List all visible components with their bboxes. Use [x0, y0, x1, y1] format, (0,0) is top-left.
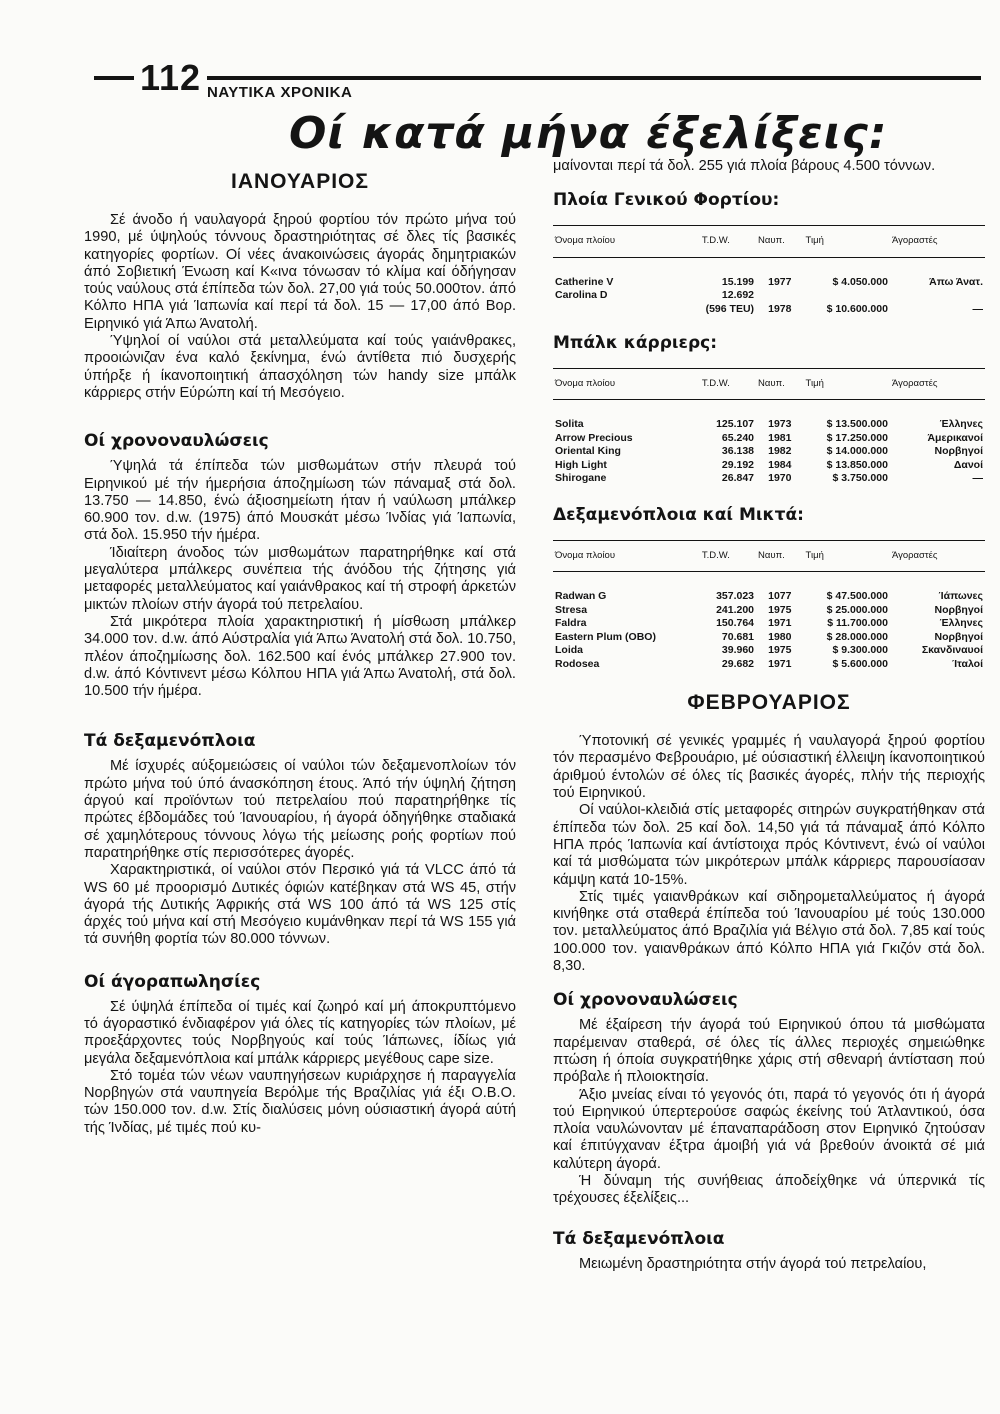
tankers-table	[553, 540, 985, 671]
col-year: Ναυπ.	[756, 540, 804, 571]
right-column	[553, 158, 985, 1273]
col-year: Ναυπ.	[756, 226, 804, 257]
table-row: Arrow Precious 65.240 1981 $ 17.250.000 Άμερικανοί	[555, 431, 983, 444]
section-heading-charters-feb: Οί χρονοναυλώσεις	[553, 990, 738, 1011]
paragraph: Ή δύναμη τής συνήθειας άποδείχθηκε νά ύπερνικά τίς τρέχουσες έξελίξεις...	[553, 1173, 985, 1207]
paragraph: Μειωμένη δραστηριότητα στήν άγορά τού πετρελαίου,	[579, 1255, 927, 1272]
paragraph: Στίς τιμές γαιανθράκων καί σιδηρομεταλλεύματος ή άγορά κινήθηκε στά σταθερά έπίπεδα τού Ίανουαρίου μέ τούς 130.000 τον. μεταλλεύματος άπό Βραζιλία γιά Βέλγιο στά δολ. 7,85 καί τούς 100.000 τον. γαιανθράκων άπό Κόλπο ΗΠΑ γιά Γκιζόν στά δολ. 8,30.	[553, 888, 985, 975]
col-name: Όνομα πλοίου	[553, 540, 700, 571]
paragraph-continued: μαίνονται περί τά δολ. 255 γιά πλοία βάρους 4.500 τόννων.	[553, 158, 936, 174]
header-rule-right	[207, 76, 981, 80]
general-cargo-table	[553, 225, 985, 316]
section-heading-tankers-feb: Τά δεξαμενόπλοια	[553, 1228, 725, 1249]
col-buyers: Άγοραστές	[890, 369, 985, 400]
table-row: Shirogane 26.847 1970 $ 3.750.000 —	[555, 472, 983, 485]
paragraph: Μέ ίσχυρές αύξομειώσεις οί ναύλοι τών δεξαμενοπλοίων τόν πρώτο μήνα τού ύπό άνασκόπηση έτους. Άπό τήν ύψηλή ζήτηση άργού καί προϊόντων τού πετρελαίου πού παρατηρήθηκε τίς πρώτες έβδομάδες τού Ίανουαρίου, ή άγορά όδηγήθηκε σταδιακά σέ χαμηλότερους τόννους λόγω τής μείωσης ροής φορτίων πού παρατηρήθηκε στίς περισσότερες άγορές.	[84, 758, 516, 861]
col-year: Ναυπ.	[756, 369, 804, 400]
paragraph: Ύψηλά τά έπίπεδα τών μισθωμάτων στήν πλευρά τού Ειρηνικού μέ τήν ήμερήσια άποζημίωση τών πάναμαξ στά δολ. 13.750 — 14.850, ένώ άξιοσημείωτη ήταν ή ναύλωση μπάλκερ 60.900 τον. d.w. (1975) άπό Μουσκάτ μέσω Ίνδίας γιά Ίαπωνία, στά δολ. 15.950 τήν ήμέρα.	[84, 458, 516, 544]
bulk-carriers-table	[553, 368, 985, 486]
table-row: Faldra 150.764 1971 $ 11.700.000 Έλληνες	[555, 617, 983, 630]
section-heading-bulk: Μπάλκ κάρριερς:	[553, 333, 718, 354]
col-tdw: T.D.W.	[700, 540, 756, 571]
left-column	[84, 170, 516, 1137]
col-name: Όνομα πλοίου	[553, 369, 700, 400]
header-rule-left	[94, 76, 134, 80]
page-number: 112	[140, 57, 202, 98]
month-heading-january: ΙΑΝΟΥΑΡΙΟΣ	[231, 170, 369, 193]
paragraph: Στό τομέα τών νέων ναυπηγήσεων κυριάρχησε ή παραγγελία Νορβηγών στά ναυπηγεία Βερόλμε τής Βραζιλίας γιά έξι Ο.Β.Ο. τών 150.000 τον. d.w. Στίς διαλύσεις μόνη ούσιαστική άγορά αύτή τής Ίνδίας, μέ τιμές πού κυ-	[84, 1067, 516, 1136]
col-buyers: Άγοραστές	[890, 540, 985, 571]
section-heading-general-cargo: Πλοία Γενικού Φορτίου:	[553, 190, 780, 211]
paragraph: Ίδιαίτερη άνοδος τών μισθωμάτων παρατηρήθηκε καί στά μεγαλύτερα μπάλκερς συνέπεια τής άνόδου τής ζήτησης γιά μεταφορές μεταλλεύματος καί γαιάνθρακος καί τή στροφή άρκετών μικτών πλοίων στήν άγορά τού πετρελαίου.	[84, 544, 516, 613]
table-row: Rodosea 29.682 1971 $ 5.600.000 Ίταλοί	[555, 657, 983, 670]
table-row: Stresa 241.200 1975 $ 25.000.000 Νορβηγοί	[555, 603, 983, 616]
col-price: Τιμή	[804, 540, 890, 571]
paragraph: Στά μικρότερα πλοία χαρακτηριστική ή μίσθωση μπάλκερ 34.000 τον. d.w. άπό Αύστραλία γιά Άπω Άνατολή στά δολ. 10.750, πλέον άποζημίωσης δολ. 162.500 καί ένός μπάλκερ 27.900 τον. d.w. άπό Κόντινεντ μέσω Κόλπου ΗΠΑ γιά Άπω Άνατολή, στά δολ. 10.500 τήν ήμέρα.	[84, 613, 516, 700]
col-name: Όνομα πλοίου	[553, 226, 700, 257]
table-row: Eastern Plum (OBO) 70.681 1980 $ 28.000.000 Νορβηγοί	[555, 630, 983, 643]
month-heading-february: ΦΕΒΡΟΥΑΡΙΟΣ	[687, 691, 851, 715]
table-row: (596 TEU) 1978 $ 10.600.000 —	[705, 302, 983, 315]
section-heading-tankers-mixed: Δεξαμενόπλοια καί Μικτά:	[553, 504, 804, 525]
table-row: Loida 39.960 1975 $ 9.300.000 Σκανδιναυοί	[555, 644, 983, 657]
col-price: Τιμή	[804, 226, 890, 257]
magazine-name: ΝΑΥΤΙΚΑ ΧΡΟΝΙΚΑ	[207, 84, 353, 101]
col-tdw: T.D.W.	[700, 369, 756, 400]
table-row: Radwan G 357.023 1077 $ 47.500.000 Ίάπωνες	[555, 590, 983, 603]
paragraph: Σέ ύψηλά έπίπεδα οί τιμές καί ζωηρό καί μή άποκρυπτόμενο τό άγοραστικό ένδιαφέρον γιά όλες τίς κατηγορίες τών πλοίων, μέ προεξάρχοντες τούς Νορβηγούς καί τούς Ίάπωνες, ίδίως γιά μεγάλα δεξαμενόπλοια καί μπάλκ κάρριερς μεγέθους cape size.	[84, 998, 516, 1067]
table-row: Oriental King 36.138 1982 $ 14.000.000 Νορβηγοί	[555, 445, 983, 458]
section-heading-charters: Οί χρονοναυλώσεις	[84, 431, 269, 452]
col-tdw: T.D.W.	[700, 226, 756, 257]
table-row: Catherine V 15.199 1977 $ 4.050.000 Άπω Άνατ.	[555, 275, 983, 288]
paragraph: Μέ έξαίρεση τήν άγορά τού Ειρηνικού όπου τά μισθώματα παρέμειναν σταθερά, σέ όλες τίς άλλες περιοχές σημειώθηκε πτώση ή όποία συγκρατήθηκε χάρις στή σθεναρή άντίσταση πού πρόβαλε ή πλοιοκτησία.	[553, 1017, 985, 1086]
col-buyers: Άγοραστές	[890, 226, 985, 257]
paragraph: Άξιο μνείας είναι τό γεγονός ότι, παρά τό γεγονός ότι ή άγορά τού Ειρηνικού ύπερτερούσε σαφώς έκείνης τού Άτλαντικού, όσα πλοία ναυλώνονταν μέ έπαναπαράδοση στον Ειρηνικό ζητούσαν καί έπιτύγχαναν έξτρα άμοιβή γιά νά βρεθούν άνοικτά σέ μιά καλύτερη άγορά.	[553, 1086, 985, 1172]
paragraph: Ύποτονική σέ γενικές γραμμές ή ναυλαγορά ξηρού φορτίου τόν περασμένο Φεβρουάριο, μέ ούσιαστική έλλειψη ίκανοποιητικού άριθμού έντολών σέ όλες τίς βασικές άγορές, πλήν τής περιοχής τού Ειρηνικού.	[553, 733, 985, 802]
section-heading-sales: Οί άγοραπωλησίες	[84, 971, 261, 992]
col-price: Τιμή	[804, 369, 890, 400]
paragraph: Ύψηλοί οί ναύλοι στά μεταλλεύματα καί τούς γαιάνθρακες, προοιώνιζαν ένα καλό ξεκίνημα, ένώ άντίθετα πιό δυσχερής ύπήρξε ή ίκανοποιητική άπασχόληση τών handy size μπάλκ κάρριερς στήν Εύρώπη καί τή Μεσόγειο.	[84, 333, 516, 401]
table-row: Solita 125.107 1973 $ 13.500.000 Έλληνες	[555, 418, 983, 431]
article-title: Οί κατά μήνα έξελίξεις:	[289, 108, 888, 159]
table-row: Carolina D 12.692	[555, 289, 755, 302]
paragraph: Σέ άνοδο ή ναυλαγορά ξηρού φορτίου τόν πρώτο μήνα τού 1990, μέ ύψηλούς τόννους δραστηριότητας σέ δλες τίς βασικές κατηγορίες φορτίων. Οί νέες άνακοινώσεις άγοράς δημητριακών άπό Σοβιετική Ένωση καί Κ«ινα τόνωσαν τό κλίμα καί όδήγησαν τούς ναύλους στά έπίπεδα τών δολ. 27,00 γιά τούς 50.000τον. άπό Κόλπο ΗΠΑ γιά Ίαπωνία καί περί τά δολ. 15 — 17,00 άπό Βορ. Ειρηνικό γιά Άπω Άνατολή.	[84, 212, 516, 332]
table-row: High Light 29.192 1984 $ 13.850.000 Δανοί	[555, 458, 983, 471]
section-heading-tankers: Τά δεξαμενόπλοια	[84, 731, 256, 752]
paragraph: Χαρακτηριστικά, οί ναύλοι στόν Περσικό γιά τά VLCC άπό τά WS 60 μέ προορισμό Δυτικές όφιών κατέβηκαν στά WS 45, στήν άγορά τής Δυτικής Άφρικής στά WS 100 άπό τά WS 125 στίς άρχές τού μήνα καί στή Μεσόγειο κυμάνθηκαν περί τά WS 155 γιά τά συνήθη φορτία τών 80.000 τόννων.	[84, 862, 516, 948]
paragraph: Οί ναύλοι-κλειδιά στίς μεταφορές σιτηρών συγκρατήθηκαν στά έπίπεδα τών δολ. 25 καί δολ. 14,50 γιά τά πάναμαξ άπό Κόλπο ΗΠΑ πρός Ίαπωνία καί άντίστοιχα πρός Κόντινεντ, ένώ οί ναύλοι καί τά μισθώματα τών μικρότερων μπάλκ κάρριερς παρουσίασαν κάμψη κατά 10-15%.	[553, 802, 985, 888]
